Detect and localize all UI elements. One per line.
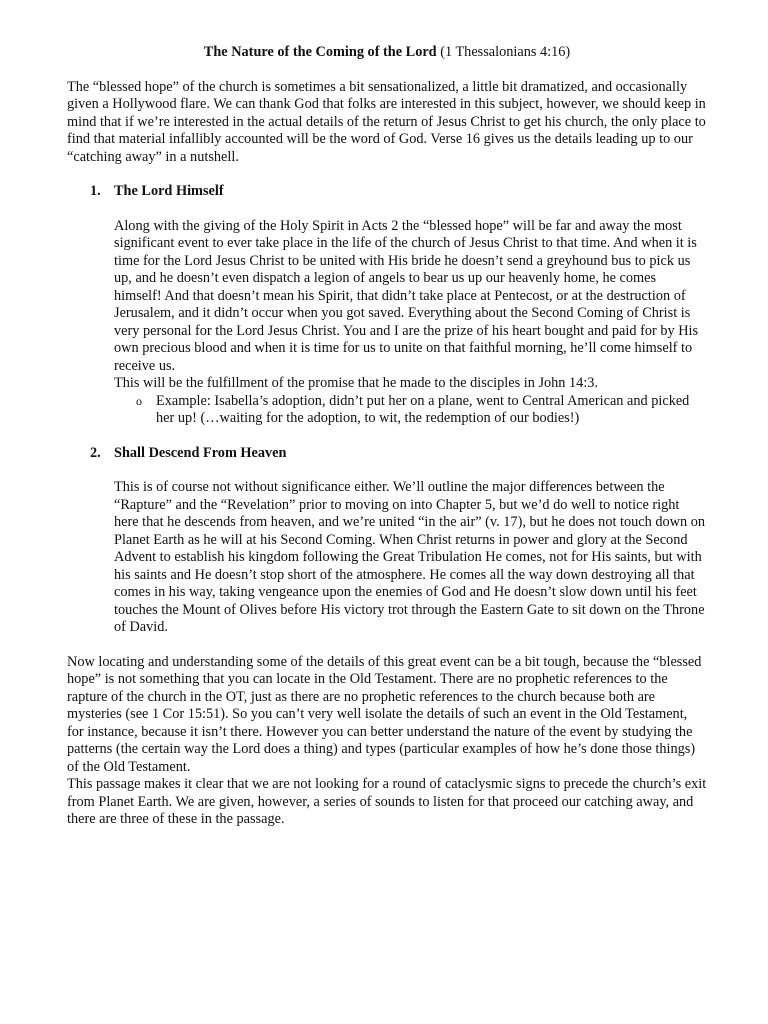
section-1-bullet-item [136,392,707,428]
title-main: The Nature of the Coming of the Lord [203,44,437,60]
section-number-1: 1. [90,183,101,199]
section-heading-2 [67,445,707,463]
section-number-2: 2. [90,444,101,461]
hollow-bullet-icon: o [136,393,142,408]
bullet-text: Example: Isabella’s adoption, didn’t put her on a plane, went to Central American and picked her up! (…waiting for the adoption, to wit, the redemption of our bodies!) [156,392,690,426]
intro-paragraph: The “blessed hope” of the church is sometimes a bit sensationalized, a little bit dramatized, and occasionally given a Hollywood flare. We can thank God that folks are interested in this subject, however, we should keep in mind that if we’re interested in the actual details of the return of Jesus Christ to get his church, the only place to find that material infallibly accounted will be the word of God. Verse 16 gives us the details leading up to our “catching away” in a nutshell. [67,78,706,165]
section-1-paragraph: Along with the giving of the Holy Spirit in Acts 2 the “blessed hope” will be far and away the most significant event to ever take place in the life of the church of Jesus Christ to that time. And when it is time for the Lord Jesus Christ to be united with His bride he doesn’t send a greyhound bus to pick us up, and he doesn’t even dispatch a legion of angels to bear us up our heavenly home, he comes himself! And that doesn’t mean his Spirit, that didn’t take place at Pentecost, or at the destruction of Jerusalem, and it didn’t occur when you got saved. Everything about the Second Coming of Christ is very personal for the Lord Jesus Christ. You and I are the prize of his heart bought and paid for by His own precious blood and when it is time for us to unite on that faithful morning, he’ll come himself to receive us. [114,217,699,374]
closing-paragraph-2: This passage makes it clear that we are not looking for a round of cataclysmic signs to precede the church’s exit from Planet Earth. We are given, however, a series of sounds to listen for that proceed our catching away, and there are three of these in the passage. [67,776,707,827]
section-1-paragraph-2: This will be the fulfillment of the promise that he made to the disciples in John 14:3. [114,375,599,391]
section-title-2: Shall Descend From Heaven [114,444,287,461]
section-2-paragraph: This is of course not without significance either. We’ll outline the major differences between the “Rapture” and the “Revelation” prior to moving on into Chapter 5, but we’d do well to notice right here that he descends from heaven, and we’re united “in the air” (v. 17), but he does not touch down on Planet Earth as he will at his Second Coming. When Christ returns in power and glory at the Second Advent to establish his kingdom following the Great Tribulation He comes, not for His saints, but with his saints and He doesn’t stop short of the atmosphere. He comes all the way down destroying all that comes in his way, taking vengeance upon the enemies of God and He doesn’t slow down until his feet touches the Mount of Olives before His victory trot through the Eastern Gate to sit down on the Throne of David. [114,479,706,635]
document-page [67,44,707,829]
closing-paragraph-1: Now locating and understanding some of the details of this great event can be a bit tough, because the “blessed hope” is not something that you can locate in the Old Testament. There are no prophetic references to the rapture of the church in the OT, just as there are no prophetic references to the church because both are mysteries (see 1 Cor 15:51). So you can’t very well isolate the details of such an event in the Old Testament, for instance, because it isn’t there. However you can better understand the nature of the event by studying the patterns (the certain way the Lord does a thing) and types (particular examples of how he’s done those things) of the Old Testament. [67,653,702,775]
section-title-1: The Lord Himself [114,183,224,199]
document-title [67,44,707,62]
title-scripture-reference: (1 Thessalonians 4:16) [440,44,571,60]
section-heading-1 [67,183,707,201]
